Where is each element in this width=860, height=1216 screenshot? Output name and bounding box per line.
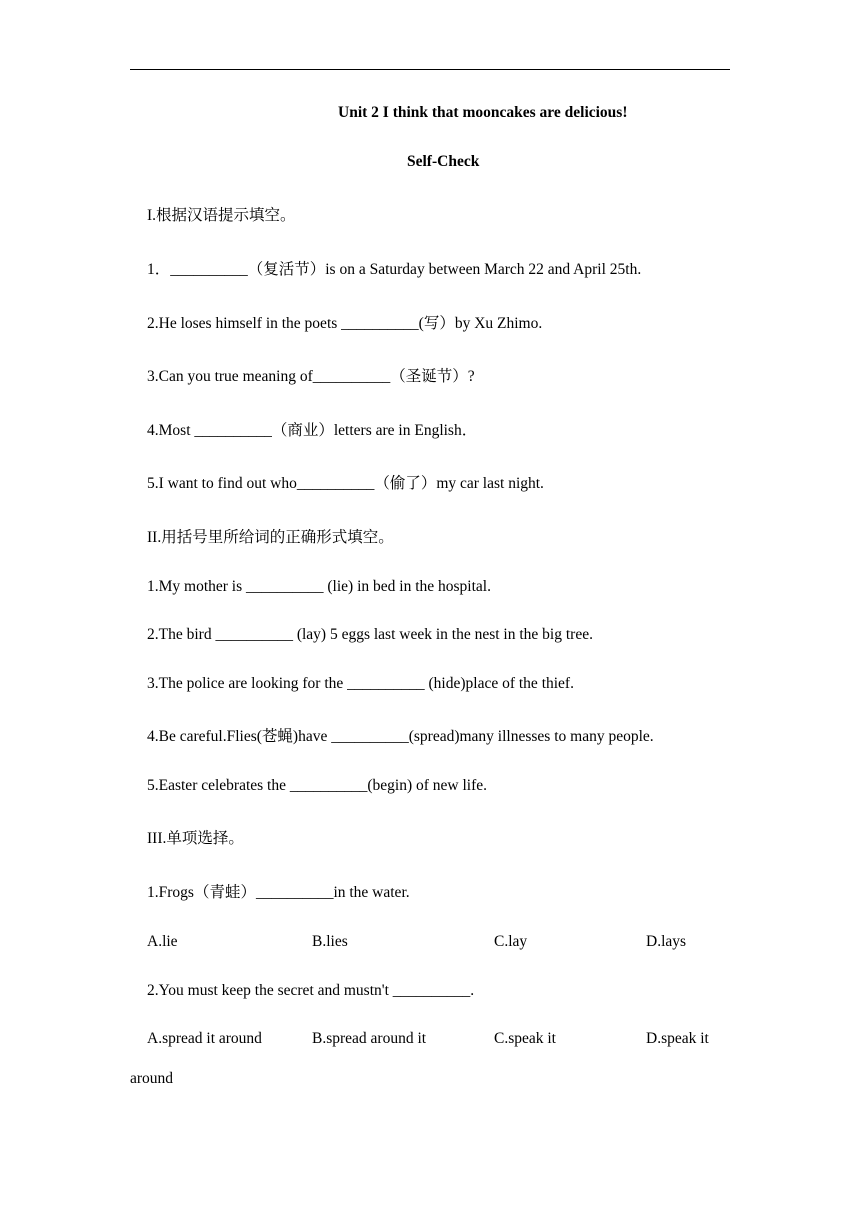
section-2-item-4: 4.Be careful.Flies(苍蝇)have __________(spread)many illnesses to many people. <box>147 728 654 745</box>
section-2-item-2: 2.The bird __________ (lay) 5 eggs last week in the nest in the big tree. <box>147 626 593 643</box>
section-1-heading: I.根据汉语提示填空。 <box>147 207 296 224</box>
section-2-item-5: 5.Easter celebrates the __________(begin) of new life. <box>147 777 488 794</box>
question-1-option-b: B.lies <box>312 933 348 950</box>
question-1-option-c: C.lay <box>494 933 528 950</box>
question-2-option-d: D.speak it <box>646 1030 709 1047</box>
question-1-text: 1.Frogs（青蛙）__________in the water. <box>147 884 410 901</box>
section-1-item-5: 5.I want to find out who__________（偷了）my car last night. <box>147 475 544 492</box>
question-2-option-c: C.speak it <box>494 1030 556 1047</box>
question-1-option-d: D.lays <box>646 933 687 950</box>
question-2-option-b: B.spread around it <box>312 1030 427 1047</box>
section-1-item-3: 3.Can you true meaning of__________（圣诞节）? <box>147 368 475 385</box>
section-2-item-3: 3.The police are looking for the __________ (hide)place of the thief. <box>147 675 574 692</box>
section-1-item-4: 4.Most __________（商业）letters are in English． <box>147 422 478 439</box>
section-2-heading: II.用括号里所给词的正确形式填空。 <box>147 529 394 546</box>
page-title: Unit 2 I think that mooncakes are delicious! <box>338 104 628 121</box>
section-1-item-1: 1．__________（复活节）is on a Saturday between March 22 and April 25th. <box>147 261 642 278</box>
section-2-item-1: 1.My mother is __________ (lie) in bed in the hospital. <box>147 578 491 595</box>
page-subtitle: Self-Check <box>407 153 480 170</box>
header-rule <box>130 69 730 70</box>
question-2-option-d-wrap: around <box>130 1070 174 1087</box>
section-1-item-2: 2.He loses himself in the poets __________(写）by Xu Zhimo. <box>147 315 543 332</box>
section-3-heading: III.单项选择。 <box>147 830 244 847</box>
question-2-option-a: A.spread it around <box>147 1030 262 1047</box>
question-2-text: 2.You must keep the secret and mustn't __________. <box>147 982 475 999</box>
question-1-option-a: A.lie <box>147 933 178 950</box>
